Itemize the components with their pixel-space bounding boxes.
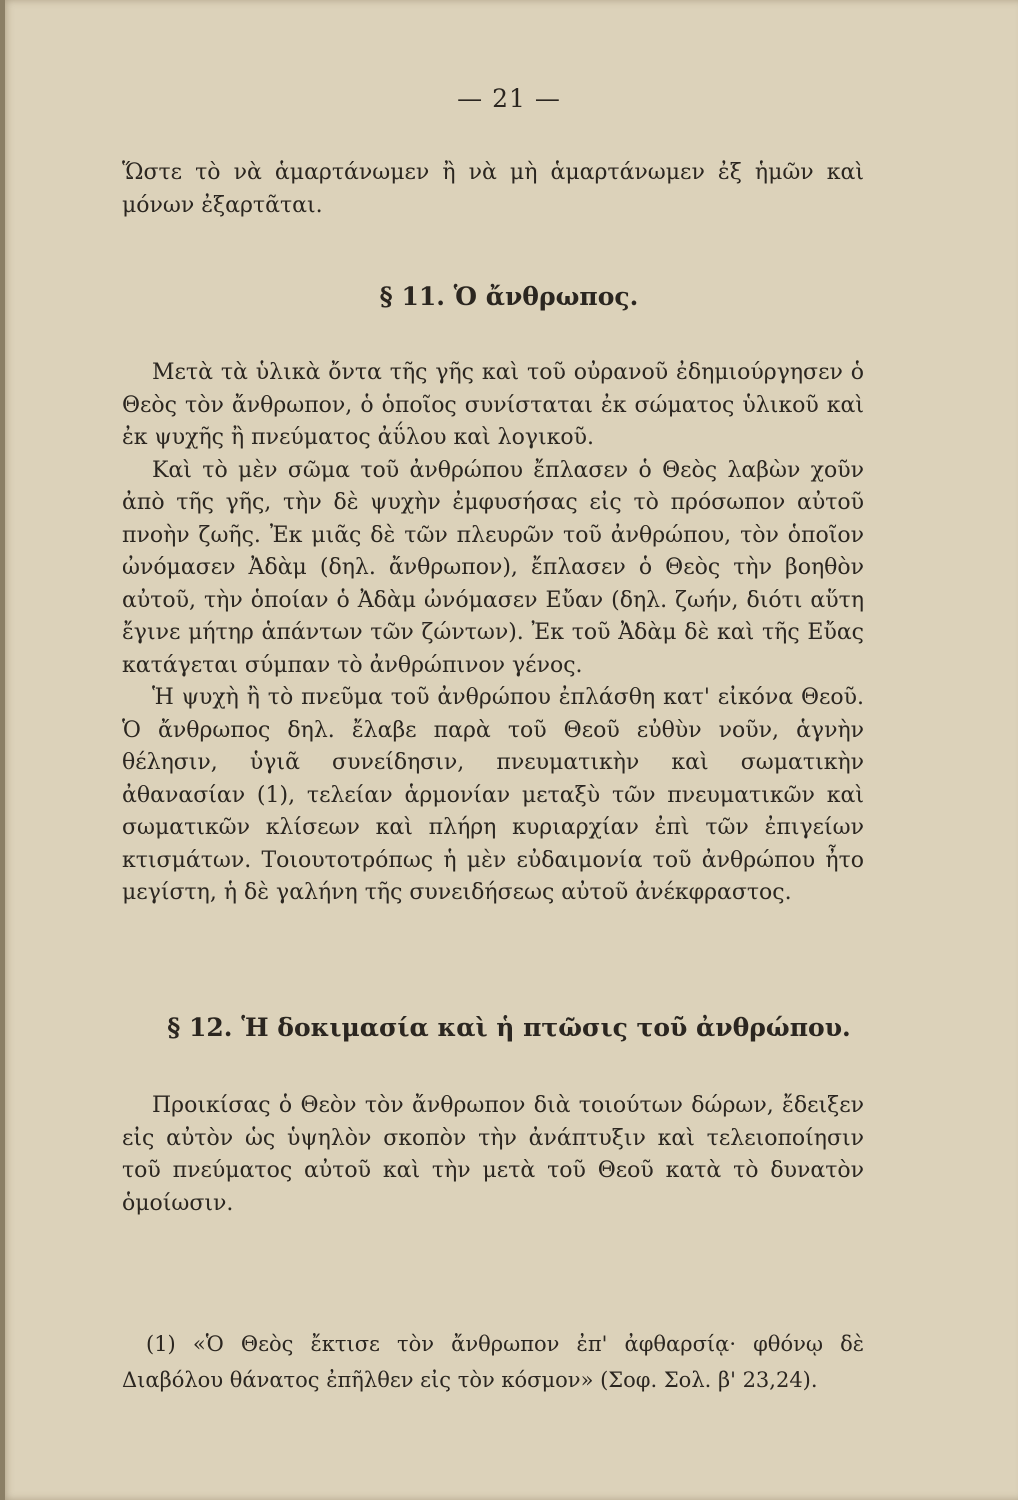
section-11-paragraph: Μετὰ τὰ ὑλικὰ ὄντα τῆς γῆς καὶ τοῦ οὐρανοῦ ἐδημιούργησεν ὁ Θεὸς τὸν ἄνθρωπον, ὁ ὁποῖος συνίσταται ἐκ σώματος ὑλικοῦ καὶ ἐκ ψυχῆς ἢ πνεύματος ἀΰλου καὶ λογικοῦ. (122, 360, 864, 450)
section-12-heading: § 12. Ἡ δοκιμασία καὶ ἡ πτῶσις τοῦ ἀνθρώπου. (167, 1013, 851, 1042)
intro-paragraph (122, 157, 864, 222)
section-11-paragraph: Ἡ ψυχὴ ἢ τὸ πνεῦμα τοῦ ἀνθρώπου ἐπλάσθη κατ' εἰκόνα Θεοῦ. Ὁ ἄνθρωπος δηλ. ἔλαβε παρὰ τοῦ Θεοῦ εὐθὺν νοῦν, ἁγνὴν θέλησιν, ὑγιᾶ συνείδησιν, πνευματικὴν καὶ σωματικὴν ἀθανασίαν (1), τελείαν ἁρμονίαν μεταξὺ τῶν πνευματικῶν καὶ σωματικῶν κλίσεων καὶ πλήρη κυριαρχίαν ἐπὶ τῶν ἐπιγείων κτισμάτων. Τοιουτοτρόπως ἡ μὲν εὐδαιμονία τοῦ ἀνθρώπου ἦτο μεγίστη, ἡ δὲ γαλήνη τῆς συνειδήσεως αὐτοῦ ἀνέκφραστος. (122, 685, 864, 905)
footnote-text: (1) «Ὁ Θεὸς ἔκτισε τὸν ἄνθρωπον ἐπ' ἀφθαρσίᾳ· φθόνῳ δὲ Διαβόλου θάνατος ἐπῆλθεν εἰς τὸν κόσμον» (Σοφ. Σολ. β' 23,24). (122, 1332, 864, 1392)
section-11-paragraph: Καὶ τὸ μὲν σῶμα τοῦ ἀνθρώπου ἔπλασεν ὁ Θεὸς λαβὼν χοῦν ἀπὸ τῆς γῆς, τὴν δὲ ψυχὴν ἐμφυσήσας εἰς τὸ πρόσωπον αὐτοῦ πνοὴν ζωῆς. Ἐκ μιᾶς δὲ τῶν πλευρῶν τοῦ ἀνθρώπου, τὸν ὁποῖον ὠνόμασεν Ἀδὰμ (δηλ. ἄνθρωπον), ἔπλασεν ὁ Θεὸς τὴν βοηθὸν αὐτοῦ, τὴν ὁποίαν ὁ Ἀδὰμ ὠνόμασεν Εὔαν (δηλ. ζωήν, διότι αὕτη ἔγινε μήτηρ ἁπάντων τῶν ζώντων). Ἐκ τοῦ Ἀδὰμ δὲ καὶ τῆς Εὔας κατάγεται σύμπαν τὸ ἀνθρώπινον γένος. (122, 457, 864, 678)
section-12-body (122, 1090, 864, 1220)
section-11-heading: § 11. Ὁ ἄνθρωπος. (379, 282, 639, 311)
intro-text: Ὥστε τὸ νὰ ἁμαρτάνωμεν ἢ νὰ μὴ ἁμαρτάνωμεν ἐξ ἡμῶν καὶ μόνων ἐξαρτᾶται. (122, 160, 864, 218)
section-12-paragraph: Προικίσας ὁ Θεὸν τὸν ἄνθρωπον διὰ τοιούτων δώρων, ἔδειξεν εἰς αὐτὸν ὡς ὑψηλὸν σκοπὸν τὴν ἀνάπτυξιν καὶ τελειοποίησιν τοῦ πνεύματος αὐτοῦ καὶ τὴν μετὰ τοῦ Θεοῦ κατὰ τὸ δυνατὸν ὁμοίωσιν. (122, 1093, 864, 1216)
page-number: — 21 — (457, 84, 561, 113)
footnote (122, 1326, 864, 1398)
section-11-body (122, 357, 864, 910)
page-binding-edge (0, 0, 5, 1500)
